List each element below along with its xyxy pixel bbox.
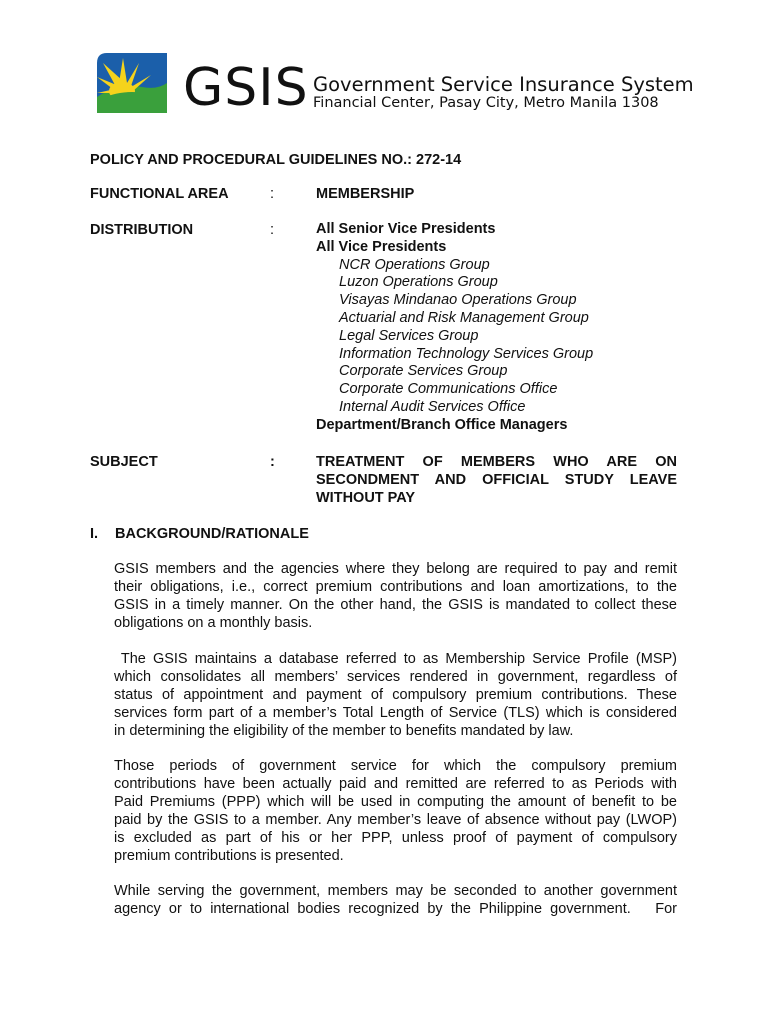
distribution-item: Corporate Services Group [339, 363, 508, 380]
distribution-item: Actuarial and Risk Management Group [339, 309, 589, 326]
distribution-item: Visayas Mindanao Operations Group [339, 292, 577, 309]
paragraph-line: status of appointment and payment of compulsory premium contributions. These [114, 687, 677, 703]
distribution-list [316, 221, 593, 435]
subject-line: WITHOUT PAY [316, 490, 416, 506]
subject-label: SUBJECT [90, 454, 158, 470]
paragraph [114, 882, 677, 918]
distribution-item: Department/Branch Office Managers [316, 416, 568, 433]
distribution-colon: : [270, 222, 275, 238]
subject-value [316, 453, 677, 507]
paragraph-line: their obligations, i.e., correct premium contributions and loan amortizations, to the [114, 579, 677, 595]
subject-colon: : [270, 454, 275, 470]
paragraph-line: GSIS members and the agencies where they belong are required to pay and remit [114, 561, 677, 577]
section-title: BACKGROUND/RATIONALE [115, 526, 309, 542]
paragraph-line: in determining the eligibility of the member to benefits mandated by law. [114, 723, 574, 739]
functional-area-value: MEMBERSHIP [316, 186, 415, 202]
org-address: Financial Center, Pasay City, Metro Manila 1308 [313, 95, 659, 111]
distribution-item: All Vice Presidents [316, 238, 447, 255]
paragraph [114, 650, 677, 740]
org-name: Government Service Insurance System [313, 73, 694, 96]
paragraph-line: is excluded as part of his or her PPP, unless proof of payment of compulsory [114, 830, 677, 846]
paragraph-line: premium contributions is presented. [114, 848, 344, 864]
distribution-item: Corporate Communications Office [339, 381, 558, 398]
paragraph-line: Paid Premiums (PPP) which will be used in computing the amount of benefit to be [114, 794, 677, 810]
guideline-title: POLICY AND PROCEDURAL GUIDELINES NO.: 272-14 [90, 152, 462, 168]
functional-area-colon: : [270, 186, 275, 202]
subject-line: SECONDMENT AND OFFICIAL STUDY LEAVE [316, 472, 677, 488]
paragraph [114, 560, 677, 632]
paragraph-line: which consolidates all members’ services rendered in government, regardless of [114, 669, 677, 685]
paragraph-line: While serving the government, members may be seconded to another government [114, 883, 677, 899]
distribution-item: Internal Audit Services Office [339, 398, 526, 415]
paragraph [114, 757, 677, 865]
paragraph-line: services form part of a member’s Total Length of Service (TLS) which is considered [114, 705, 677, 721]
distribution-item: Luzon Operations Group [339, 274, 498, 291]
paragraph-line: paid by the GSIS to a member. Any member’s leave of absence without pay (LWOP) [114, 812, 677, 828]
functional-area-label: FUNCTIONAL AREA [90, 186, 229, 202]
distribution-item: Information Technology Services Group [339, 345, 594, 362]
subject-line: TREATMENT OF MEMBERS WHO ARE ON [316, 454, 677, 470]
distribution-item: NCR Operations Group [339, 256, 490, 273]
paragraph-line: obligations on a monthly basis. [114, 615, 313, 631]
paragraph-line: contributions have been actually paid and remitted are referred to as Periods with [114, 776, 677, 792]
paragraph-line: GSIS in a timely manner. On the other hand, the GSIS is mandated to collect these [114, 597, 677, 613]
distribution-item: All Senior Vice Presidents [316, 221, 496, 237]
section-heading [90, 525, 309, 543]
distribution-item: Legal Services Group [339, 327, 479, 344]
paragraph-line: agency or to international bodies recognized by the Philippine government. For [114, 901, 677, 917]
logo-wordmark: GSIS [183, 58, 309, 118]
distribution-label: DISTRIBUTION [90, 222, 194, 238]
paragraph-line: Those periods of government service for which the compulsory premium [114, 758, 677, 774]
section-number: I. [90, 526, 99, 542]
gsis-sun-logo-icon [97, 53, 167, 113]
paragraph-line: The GSIS maintains a database referred to as Membership Service Profile (MSP) [114, 651, 677, 667]
